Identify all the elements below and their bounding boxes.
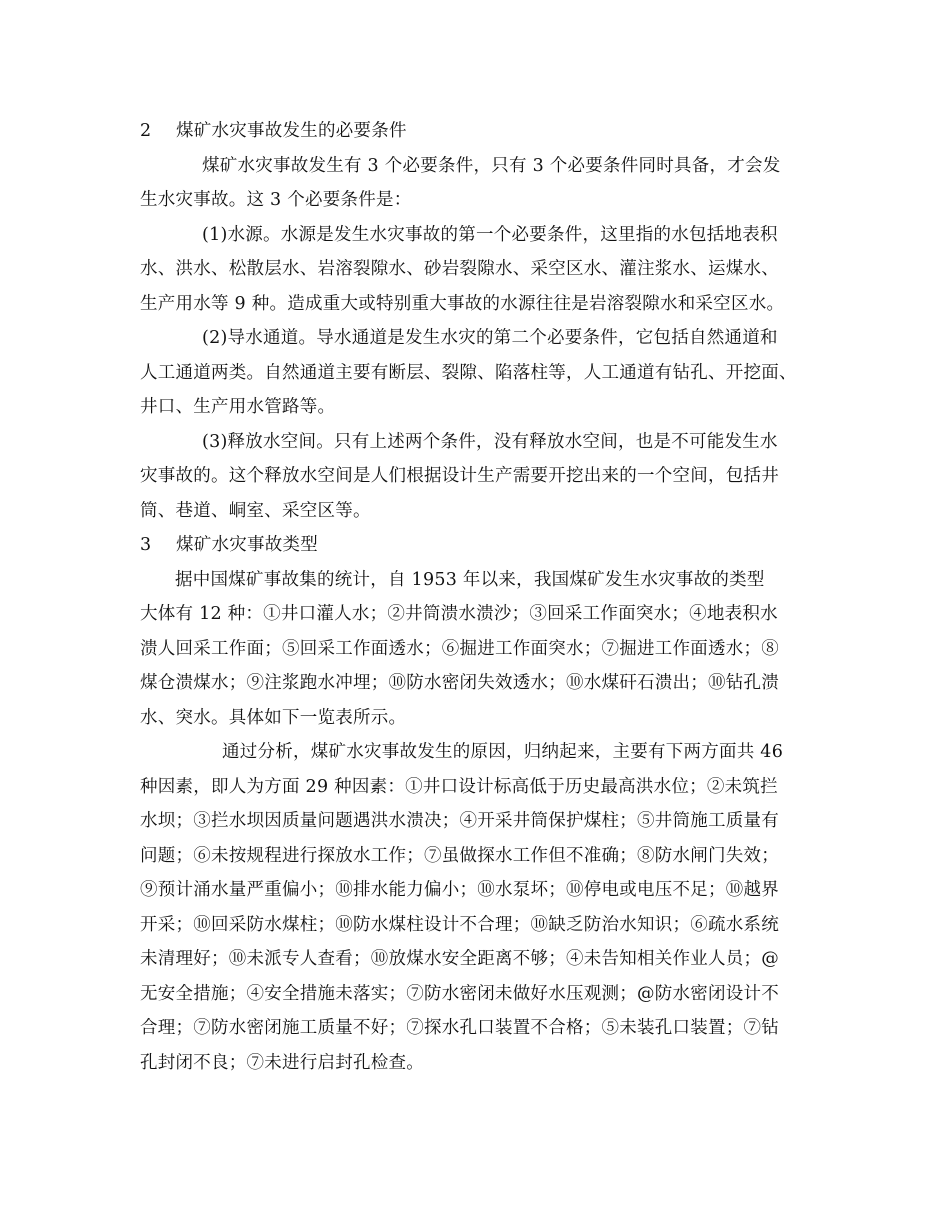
text-line: 溃人回采工作面；⑤回采工作面透水；⑥掘进工作面突水；⑦掘进工作面透水；⑧ bbox=[140, 638, 779, 659]
text-line: 未清理好；⑩未派专人查看；⑩放煤水安全距离不够；④未告知相关作业人员；@ bbox=[140, 949, 779, 969]
section-2-paragraph-1 bbox=[140, 149, 812, 218]
text-line: 种因素，即人为方面 29 种因素：①井口设计标高低于历史最高洪水位；②未筑拦 bbox=[140, 776, 778, 797]
text-line: (2)导水通道。导水通道是发生水灾的第二个必要条件，它包括自然通道和 bbox=[202, 328, 778, 348]
text-line: ⑨预计涌水量严重偏小；⑩排水能力偏小；⑩水泵坏；⑩停电或电压不足；⑩越界 bbox=[140, 880, 779, 900]
text-line: 开采；⑩回采防水煤柱；⑩防水煤柱设计不合理；⑩缺乏防治水知识；⑥疏水系统 bbox=[140, 914, 779, 935]
section-3-number: 3 bbox=[140, 535, 152, 555]
section-2-number: 2 bbox=[140, 121, 152, 141]
text-line: 合理；⑦防水密闭施工质量不好；⑦探水孔口装置不合格；⑤未装孔口装置；⑦钻 bbox=[140, 1018, 779, 1038]
text-line: 灾事故的。这个释放水空间是人们根据设计生产需要开挖出来的一个空间，包括井 bbox=[140, 466, 779, 486]
text-line: 孔封闭不良；⑦未进行启封孔检查。 bbox=[140, 1052, 424, 1073]
section-3-paragraph-2 bbox=[140, 735, 812, 1080]
text-line: 水、突水。具体如下一览表所示。 bbox=[140, 707, 407, 728]
text-line: 人工通道两类。自然通道主要有断层、裂隙、陷落柱等，人工通道有钻孔、开挖面、 bbox=[140, 362, 797, 383]
text-line: 问题；⑥未按规程进行探放水工作；⑦虽做探水工作但不准确；⑧防水闸门失效； bbox=[140, 845, 779, 866]
text-line: 无安全措施；④安全措施未落实；⑦防水密闭未做好水压观测；@防水密闭设计不 bbox=[140, 983, 779, 1004]
text-line: 筒、巷道、峒室、采空区等。 bbox=[140, 500, 371, 521]
text-line: (3)释放水空间。只有上述两个条件，没有释放水空间，也是不可能发生水 bbox=[202, 431, 778, 452]
section-2-paragraph-4 bbox=[140, 425, 812, 529]
text-line: 井口、生产用水管路等。 bbox=[140, 397, 336, 417]
text-line: (1)水源。水源是发生水灾事故的第一个必要条件，这里指的水包括地表积 bbox=[202, 224, 778, 245]
section-2-title: 煤矿水灾事故发生的必要条件 bbox=[176, 121, 407, 141]
section-2-paragraph-2 bbox=[140, 218, 812, 322]
text-line: 大体有 12 种：①井口灌人水；②井筒溃水溃沙；③回采工作面突水；④地表积水 bbox=[140, 604, 778, 624]
text-line: 煤矿水灾事故发生有 3 个必要条件，只有 3 个必要条件同时具备，才会发 bbox=[202, 155, 781, 176]
text-line: 通过分析，煤矿水灾事故发生的原因，归纳起来，主要有下两方面共 46 bbox=[222, 742, 784, 762]
section-3-heading bbox=[140, 528, 812, 563]
section-3-title: 煤矿水灾事故类型 bbox=[176, 535, 318, 555]
section-2-heading bbox=[140, 114, 812, 149]
text-line: 水、洪水、松散层水、岩溶裂隙水、砂岩裂隙水、采空区水、灌注浆水、运煤水、 bbox=[140, 259, 779, 279]
section-2-paragraph-3 bbox=[140, 321, 812, 425]
text-line: 生水灾事故。这 3 个必要条件是： bbox=[140, 190, 412, 210]
section-3-paragraph-1 bbox=[140, 563, 812, 736]
text-line: 生产用水等 9 种。造成重大或特别重大事故的水源往往是岩溶裂隙水和采空区水。 bbox=[140, 293, 785, 314]
text-line: 水坝；③拦水坝因质量问题遇洪水溃决；④开采井筒保护煤柱；⑤井筒施工质量有 bbox=[140, 811, 779, 831]
text-line: 据中国煤矿事故集的统计，自 1953 年以来，我国煤矿发生水灾事故的类型 bbox=[175, 569, 765, 590]
text-line: 煤仓溃煤水；⑨注浆跑水冲埋；⑩防水密闭失效透水；⑩水煤矸石溃出；⑩钻孔溃 bbox=[140, 673, 779, 693]
